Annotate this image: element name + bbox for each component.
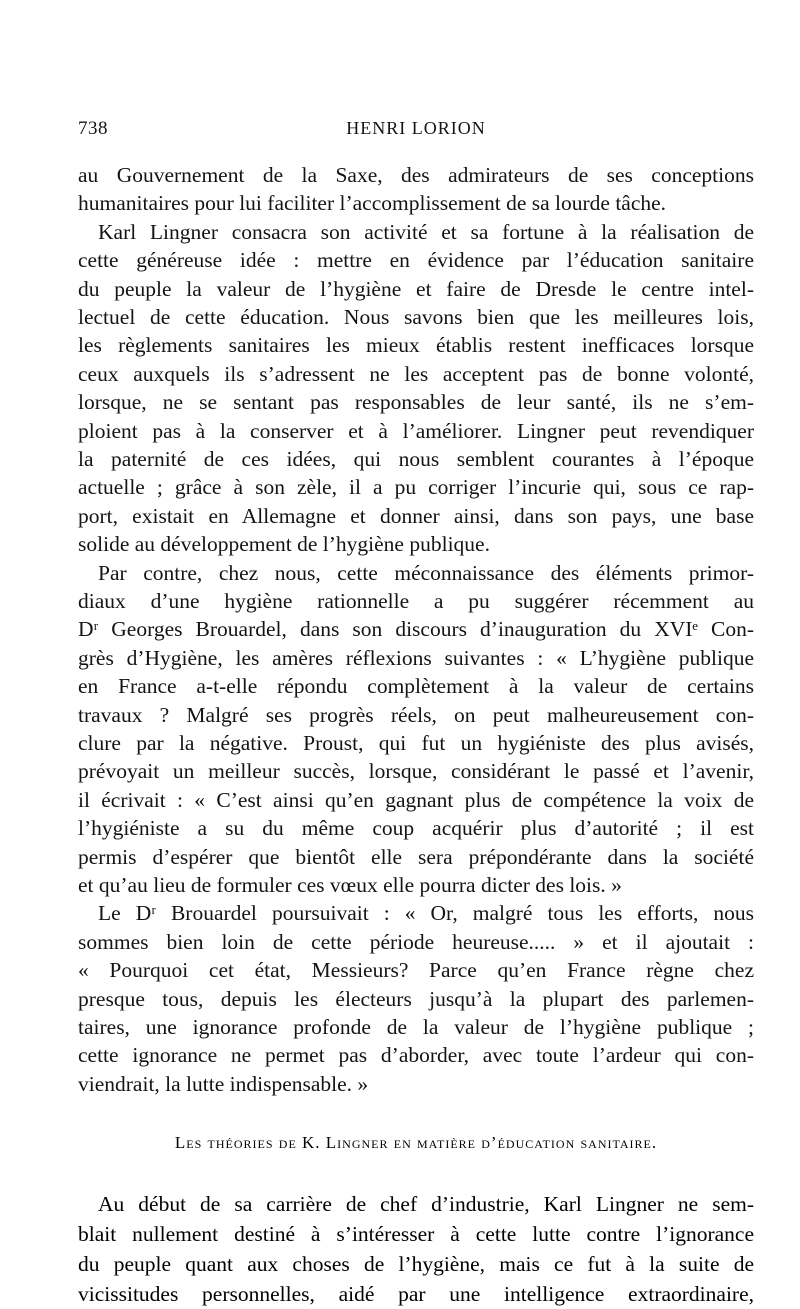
text-line: en France a-t-elle répondu complètement à la valeur de certains bbox=[78, 674, 754, 699]
text-line: presque tous, depuis les électeurs jusqu’à la plupart des parlemen- bbox=[78, 986, 754, 1011]
text-line: permis d’espérer que bientôt elle sera prépondérante dans la société bbox=[78, 844, 754, 869]
text-line: viendrait, la lutte indispensable. » bbox=[78, 1071, 369, 1096]
text-line: Karl Lingner consacra son activité et sa fortune à la réalisation de bbox=[98, 219, 754, 244]
text-line: ceux auxquels ils s’adressent ne les acceptent pas de bonne volonté, bbox=[78, 361, 754, 386]
text-line: grès d’Hygiène, les amères réflexions suivantes : « L’hygiène publique bbox=[78, 645, 754, 670]
text-line: la paternité de ces idées, qui nous semblent courantes à l’époque bbox=[78, 447, 754, 471]
text-line: Dʳ Georges Brouardel, dans son discours d’inauguration du XVIᵉ Con- bbox=[78, 617, 754, 642]
text-line: cette généreuse idée : mettre en évidence par l’éducation sanitaire bbox=[78, 248, 754, 273]
text-line: lorsque, ne se sentant pas responsables de leur santé, ils ne s’em- bbox=[78, 390, 754, 415]
text-line: prévoyait un meilleur succès, lorsque, considérant le passé et l’avenir, bbox=[78, 759, 754, 784]
text-line: taires, une ignorance profonde de la valeur de l’hygiène publique ; bbox=[78, 1015, 754, 1039]
text-line: « Pourquoi cet état, Messieurs? Parce qu’en France règne chez bbox=[78, 958, 754, 983]
text-line: lectuel de cette éducation. Nous savons bien que les meilleures lois, bbox=[78, 305, 754, 329]
text-line: l’hygiéniste a su du même coup acquérir plus d’autorité ; il est bbox=[78, 816, 754, 841]
page-number: 738 bbox=[78, 118, 108, 139]
text-line: cette ignorance ne permet pas d’aborder, avec toute l’ardeur qui con- bbox=[78, 1043, 754, 1068]
text-line: Par contre, chez nous, cette méconnaissance des éléments primor- bbox=[98, 560, 754, 585]
text-line: au Gouvernement de la Saxe, des admirateurs de ses conceptions bbox=[78, 163, 754, 187]
text-line: clure par la négative. Proust, qui fut un hygiéniste des plus avisés, bbox=[78, 731, 754, 755]
running-head: HENRI LORION bbox=[346, 118, 486, 138]
text-line: Au début de sa carrière de chef d’industrie, Karl Lingner ne sem- bbox=[98, 1192, 754, 1217]
text-line: humanitaires pour lui faciliter l’accomplissement de sa lourde tâche. bbox=[78, 191, 667, 216]
text-line: diaux d’une hygiène rationnelle a pu suggérer récemment au bbox=[78, 589, 754, 613]
text-line: solide au développement de l’hygiène publique. bbox=[78, 532, 490, 557]
text-line: blait nullement destiné à s’intéresser à cette lutte contre l’ignorance bbox=[78, 1222, 754, 1247]
text-line: il écrivait : « C’est ainsi qu’en gagnant plus de compétence la voix de bbox=[78, 787, 754, 812]
text-line: vicissitudes personnelles, aidé par une intelligence extraordinaire, bbox=[78, 1282, 754, 1307]
text-line: sommes bien loin de cette période heureuse..... » et il ajoutait : bbox=[78, 929, 754, 954]
page-header bbox=[78, 118, 754, 148]
text-line: ploient pas à la conserver et à l’améliorer. Lingner peut revendiquer bbox=[78, 418, 754, 443]
text-line: actuelle ; grâce à son zèle, il a pu corriger l’incurie qui, sous ce rap- bbox=[78, 475, 754, 500]
text-line: du peuple la valeur de l’hygiène et faire de Dresde le centre intel- bbox=[78, 276, 754, 301]
text-line: du peuple quant aux choses de l’hygiène, mais ce fut à la suite de bbox=[78, 1252, 754, 1277]
text-line: et qu’au lieu de formuler ces vœux elle pourra dicter des lois. » bbox=[78, 873, 622, 897]
text-line: Le Dʳ Brouardel poursuivait : « Or, malgré tous les efforts, nous bbox=[98, 901, 754, 926]
text-line: port, existait en Allemagne et donner ainsi, dans son pays, une base bbox=[78, 503, 754, 528]
section-heading: Les théories de K. Lingner en matière d’éducation sanitaire. bbox=[174, 1133, 658, 1153]
text-line: les règlements sanitaires les mieux établis restent inefficaces lorsque bbox=[78, 333, 754, 358]
text-line: travaux ? Malgré ses progrès réels, on peut malheureusement con- bbox=[78, 702, 754, 727]
